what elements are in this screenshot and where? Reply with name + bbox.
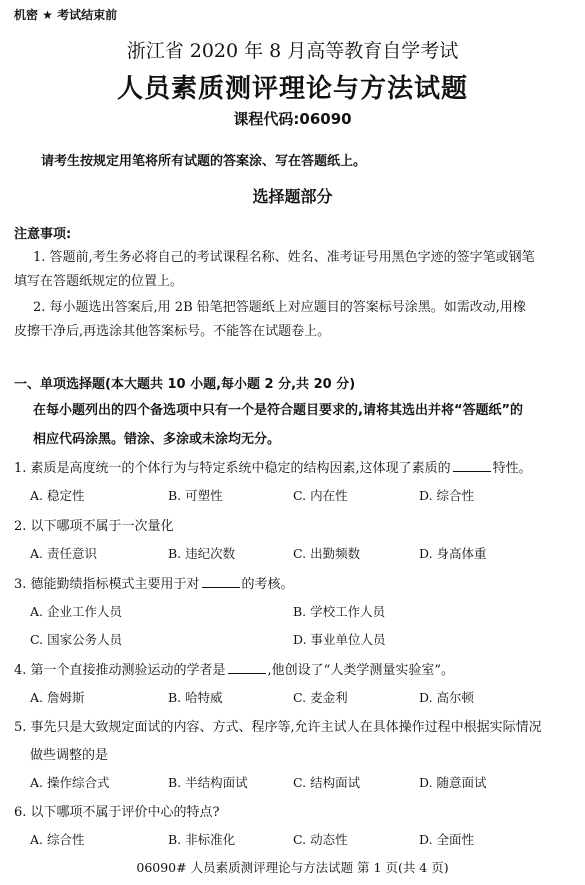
question-1-option-a: A. 稳定性 bbox=[30, 488, 85, 503]
part1-desc-line-1: 在每小题列出的四个备选项中只有一个是符合题目要求的,请将其选出并将“答题纸”的 bbox=[33, 403, 524, 418]
notes-heading: 注意事项: bbox=[14, 227, 72, 242]
question-3-stem-a: 3. 德能勤绩指标模式主要用于对 bbox=[14, 577, 200, 592]
question-1-option-c: C. 内在性 bbox=[293, 488, 348, 503]
note-1-line-2: 填写在答题纸规定的位置上。 bbox=[14, 274, 184, 289]
question-2-stem: 2. 以下哪项不属于一次量化 bbox=[14, 519, 174, 534]
question-1-stem bbox=[14, 457, 532, 476]
question-6-option-b: B. 非标准化 bbox=[168, 832, 236, 847]
question-3-option-a: A. 企业工作人员 bbox=[30, 604, 122, 619]
question-4-option-a: A. 詹姆斯 bbox=[30, 690, 85, 705]
exam-title-line: 浙江省 2020 年 8 月高等教育自学考试 bbox=[126, 40, 459, 62]
course-code: 课程代码:06090 bbox=[233, 110, 352, 128]
question-6-option-d: D. 全面性 bbox=[419, 832, 475, 847]
section-title: 选择题部分 bbox=[252, 187, 333, 206]
part1-heading: 一、单项选择题(本大题共 10 小题,每小题 2 分,共 20 分) bbox=[14, 377, 356, 392]
question-2-option-b: B. 违纪次数 bbox=[168, 546, 236, 561]
question-5-stem-line-1: 5. 事先只是大致规定面试的内容、方式、程序等,允许主试人在具体操作过程中根据实际情况 bbox=[14, 720, 542, 735]
answer-blank bbox=[202, 575, 240, 588]
question-1-stem-b: 特性。 bbox=[492, 461, 532, 476]
question-6-stem: 6. 以下哪项不属于评价中心的特点? bbox=[14, 805, 220, 820]
question-3-stem bbox=[14, 573, 294, 592]
question-6-option-c: C. 动态性 bbox=[293, 832, 348, 847]
answer-blank bbox=[228, 661, 266, 674]
part1-desc-line-2: 相应代码涂黑。错涂、多涂或未涂均无分。 bbox=[33, 432, 281, 447]
page-footer: 06090# 人员素质测评理论与方法试题 第 1 页(共 4 页) bbox=[136, 860, 449, 875]
question-1-option-d: D. 综合性 bbox=[419, 488, 475, 503]
answer-instruction: 请考生按规定用笔将所有试题的答案涂、写在答题纸上。 bbox=[41, 154, 367, 169]
question-4-option-c: C. 麦金利 bbox=[293, 690, 348, 705]
note-2-line-2: 皮擦干净后,再选涂其他答案标号。不能答在试题卷上。 bbox=[14, 324, 331, 339]
answer-blank bbox=[453, 459, 491, 472]
note-1-line-1: 1. 答题前,考生务必将自己的考试课程名称、姓名、准考证号用黑色字迹的签字笔或钢笔 bbox=[33, 250, 535, 265]
question-1-option-b: B. 可塑性 bbox=[168, 488, 223, 503]
question-2-option-d: D. 身高体重 bbox=[419, 546, 487, 561]
paper-title: 人员素质测评理论与方法试题 bbox=[116, 74, 468, 104]
question-6-option-a: A. 综合性 bbox=[30, 832, 85, 847]
question-4-option-b: B. 哈特威 bbox=[168, 690, 223, 705]
question-3-option-c: C. 国家公务人员 bbox=[30, 632, 123, 647]
question-5-option-a: A. 操作综合式 bbox=[30, 775, 110, 790]
question-5-option-c: C. 结构面试 bbox=[293, 775, 361, 790]
question-3-stem-b: 的考核。 bbox=[241, 577, 294, 592]
confidential-mark: 机密 ★ 考试结束前 bbox=[14, 8, 118, 22]
question-4-option-d: D. 高尔顿 bbox=[419, 690, 475, 705]
question-5-option-d: D. 随意面试 bbox=[419, 775, 487, 790]
question-3-option-b: B. 学校工作人员 bbox=[293, 604, 386, 619]
question-1-stem-a: 1. 素质是高度统一的个体行为与特定系统中稳定的结构因素,这体现了素质的 bbox=[14, 461, 451, 476]
question-5-option-b: B. 半结构面试 bbox=[168, 775, 248, 790]
question-4-stem-a: 4. 第一个直接推动测验运动的学者是 bbox=[14, 663, 226, 678]
question-2-option-c: C. 出勤频数 bbox=[293, 546, 361, 561]
question-2-option-a: A. 责任意识 bbox=[30, 546, 97, 561]
question-3-option-d: D. 事业单位人员 bbox=[293, 632, 386, 647]
question-4-stem bbox=[14, 659, 454, 678]
note-2-line-1: 2. 每小题选出答案后,用 2B 铅笔把答题纸上对应题目的答案标号涂黑。如需改动,用橡 bbox=[33, 300, 526, 315]
question-5-stem-line-2: 做些调整的是 bbox=[30, 748, 109, 763]
question-4-stem-b: ,他创设了“人类学测量实验室”。 bbox=[267, 663, 454, 678]
